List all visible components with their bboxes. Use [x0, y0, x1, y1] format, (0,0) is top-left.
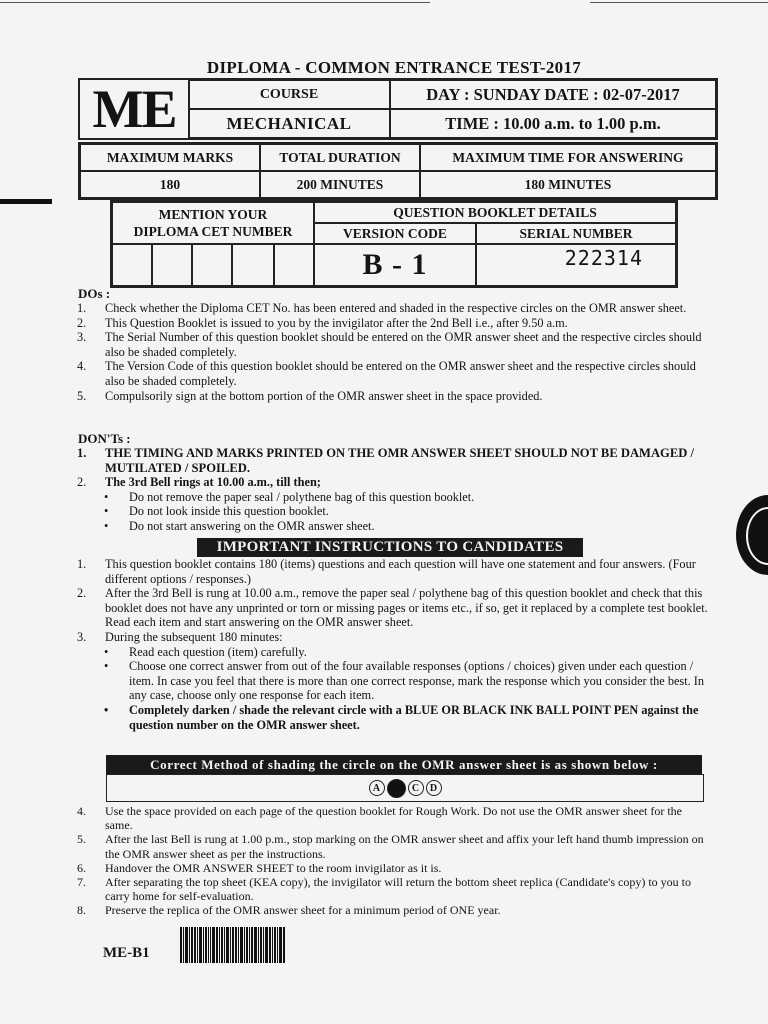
item-number: 1.: [77, 446, 87, 460]
item-text: The 3rd Bell rings at 10.00 a.m., till then;: [105, 475, 321, 490]
total-duration-value: 200 MINUTES: [260, 171, 420, 198]
mention-label-line2: DIPLOMA CET NUMBER: [133, 224, 293, 239]
item-text: Preserve the replica of the OMR answer sheet for a minimum period of ONE year.: [105, 903, 501, 918]
instruction-bullet: • Choose one correct answer from out of the four available responses (options / choices) given under each question / item. In case you feel that there is more than one correct response, mark the response which you consider the best. In any case, choose only one response for each item.: [77, 659, 708, 703]
marks-table: [78, 142, 718, 200]
item-text: This Question Booklet is issued to you by the invigilator after the 2nd Bell i.e., after 9.50 a.m.: [105, 315, 568, 330]
omr-bubble-filled: [387, 779, 406, 798]
dos-item-3: [77, 330, 708, 359]
item-number: 8.: [77, 903, 86, 918]
item-text: This question booklet contains 180 (items) questions and each question will have one statement and four answers. (Four different options / responses.): [105, 557, 696, 586]
item-text: The Serial Number of this question booklet should be entered on the OMR answer sheet and the respective circles should also be shaded completely.: [105, 330, 702, 359]
course-name: MECHANICAL: [188, 109, 390, 138]
mention-label-line1: MENTION YOUR: [158, 207, 268, 222]
dos-item-2: [77, 316, 708, 331]
exam-title: DIPLOMA - COMMON ENTRANCE TEST-2017: [206, 58, 582, 77]
cet-digit-box[interactable]: [192, 244, 232, 286]
top-rule-right: [590, 2, 768, 3]
max-marks-header: MAXIMUM MARKS: [80, 144, 260, 171]
donts-bullet: • Do not start answering on the OMR answer sheet.: [77, 519, 708, 534]
serial-number-value: 222314: [476, 244, 676, 286]
cet-digit-box[interactable]: [274, 244, 314, 286]
instruction-item-3: [77, 630, 708, 645]
dos-item-1: [77, 301, 708, 316]
item-text: Check whether the Diploma CET No. has been entered and shaded in the respective circles on the OMR answer sheet.: [105, 301, 687, 315]
barcode: [180, 927, 310, 963]
omr-shading-example: [106, 774, 704, 802]
margin-mark: [0, 199, 52, 204]
header-table: [78, 78, 718, 140]
instruction-bullet: • Read each question (item) carefully.: [77, 645, 708, 660]
item-number: 2.: [77, 586, 87, 601]
serial-number-label: SERIAL NUMBER: [476, 223, 676, 244]
item-number: 4.: [77, 804, 86, 818]
cet-digit-box[interactable]: [232, 244, 274, 286]
course-label: COURSE: [188, 80, 390, 109]
confidential-seal: [736, 495, 768, 575]
max-marks-value: 180: [80, 171, 260, 198]
instruction-item-4: [77, 804, 708, 832]
version-code-label: VERSION CODE: [314, 223, 476, 244]
subject-code: ME: [80, 80, 190, 138]
instruction-item-2: [77, 586, 708, 630]
final-instructions-list: [77, 804, 708, 918]
item-text: During the subsequent 180 minutes:: [105, 629, 283, 644]
day-date: DAY : SUNDAY DATE : 02-07-2017: [390, 80, 716, 109]
dos-item-4: [77, 359, 708, 388]
mention-cet-label: [112, 202, 314, 244]
donts-bullet: • Do not look inside this question booklet.: [77, 504, 708, 519]
version-code-value: B - 1: [314, 244, 476, 286]
cet-digit-box[interactable]: [152, 244, 192, 286]
donts-item-2: [77, 475, 708, 490]
donts-heading: DON'Ts :: [78, 431, 131, 446]
instruction-item-8: [77, 903, 708, 917]
item-text: Compulsorily sign at the bottom portion of the OMR answer sheet in the space provided.: [105, 388, 543, 403]
instruction-item-7: [77, 875, 708, 903]
item-number: 3.: [77, 629, 87, 644]
dos-heading: DOs :: [78, 286, 111, 301]
total-duration-header: TOTAL DURATION: [260, 144, 420, 171]
booklet-code: ME-B1: [103, 945, 150, 961]
top-rule-left: [0, 2, 430, 3]
max-time-header: MAXIMUM TIME FOR ANSWERING: [420, 144, 716, 171]
dos-list: [77, 301, 708, 403]
instruction-item-5: [77, 832, 708, 860]
item-number: 2.: [77, 475, 87, 490]
item-number: 7.: [77, 875, 86, 890]
item-number: 5.: [77, 388, 87, 403]
item-text: Handover the OMR ANSWER SHEET to the room invigilator as it is.: [105, 860, 442, 875]
instructions-list: [77, 557, 708, 732]
item-text: After the last Bell is rung at 1.00 p.m., stop marking on the OMR answer sheet and affix your left hand thumb impression on the OMR answer sheet as per the instructions.: [105, 832, 704, 861]
cet-number-table: [110, 200, 678, 288]
instructions-banner: IMPORTANT INSTRUCTIONS TO CANDIDATES: [197, 538, 583, 557]
item-text: The Version Code of this question booklet should be entered on the OMR answer sheet and the respective circles should also be shaded completely.: [105, 359, 696, 388]
max-time-value: 180 MINUTES: [420, 171, 716, 198]
item-text: THE TIMING AND MARKS PRINTED ON THE OMR ANSWER SHEET SHOULD NOT BE DAMAGED / MUTILATED / SPOILED.: [105, 446, 694, 475]
item-text: Use the space provided on each page of the question booklet for Rough Work. Do not use the OMR answer sheet for the same.: [105, 804, 683, 833]
item-number: 1.: [77, 557, 87, 571]
item-number: 6.: [77, 860, 86, 875]
omr-bubble-c: C: [408, 780, 424, 796]
dos-item-5: [77, 389, 708, 404]
donts-bullet: • Do not remove the paper seal / polythene bag of this question booklet.: [77, 490, 708, 505]
item-number: 3.: [77, 330, 87, 345]
instruction-item-1: [77, 557, 708, 586]
booklet-details-label: QUESTION BOOKLET DETAILS: [314, 202, 676, 223]
item-number: 1.: [77, 301, 87, 315]
donts-list: [77, 446, 708, 534]
instruction-item-6: [77, 861, 708, 875]
item-number: 4.: [77, 359, 87, 374]
omr-bubble-a: A: [369, 780, 385, 796]
cet-digit-box[interactable]: [112, 244, 152, 286]
donts-item-1: [77, 446, 708, 475]
omr-bubble-d: D: [426, 780, 442, 796]
item-number: 5.: [77, 832, 86, 847]
exam-time: TIME : 10.00 a.m. to 1.00 p.m.: [390, 109, 716, 138]
instruction-bullet: • Completely darken / shade the relevant circle with a BLUE OR BLACK INK BALL POINT PEN against the question number on the OMR answer sheet.: [77, 703, 708, 732]
item-number: 2.: [77, 315, 87, 330]
item-text: After the 3rd Bell is rung at 10.00 a.m., remove the paper seal / polythene bag of this question booklet and check that this booklet does not have any unprinted or torn or missing pages or items etc., if so, get it replaced by a complete test booklet. Read each item and start answering on the OMR answer sheet.: [105, 586, 708, 630]
omr-method-banner: Correct Method of shading the circle on the OMR answer sheet is as shown below :: [106, 755, 702, 774]
item-text: After separating the top sheet (KEA copy), the invigilator will return the bottom sheet replica (Candidate's copy) to you to carry home for self-evaluation.: [105, 875, 692, 904]
